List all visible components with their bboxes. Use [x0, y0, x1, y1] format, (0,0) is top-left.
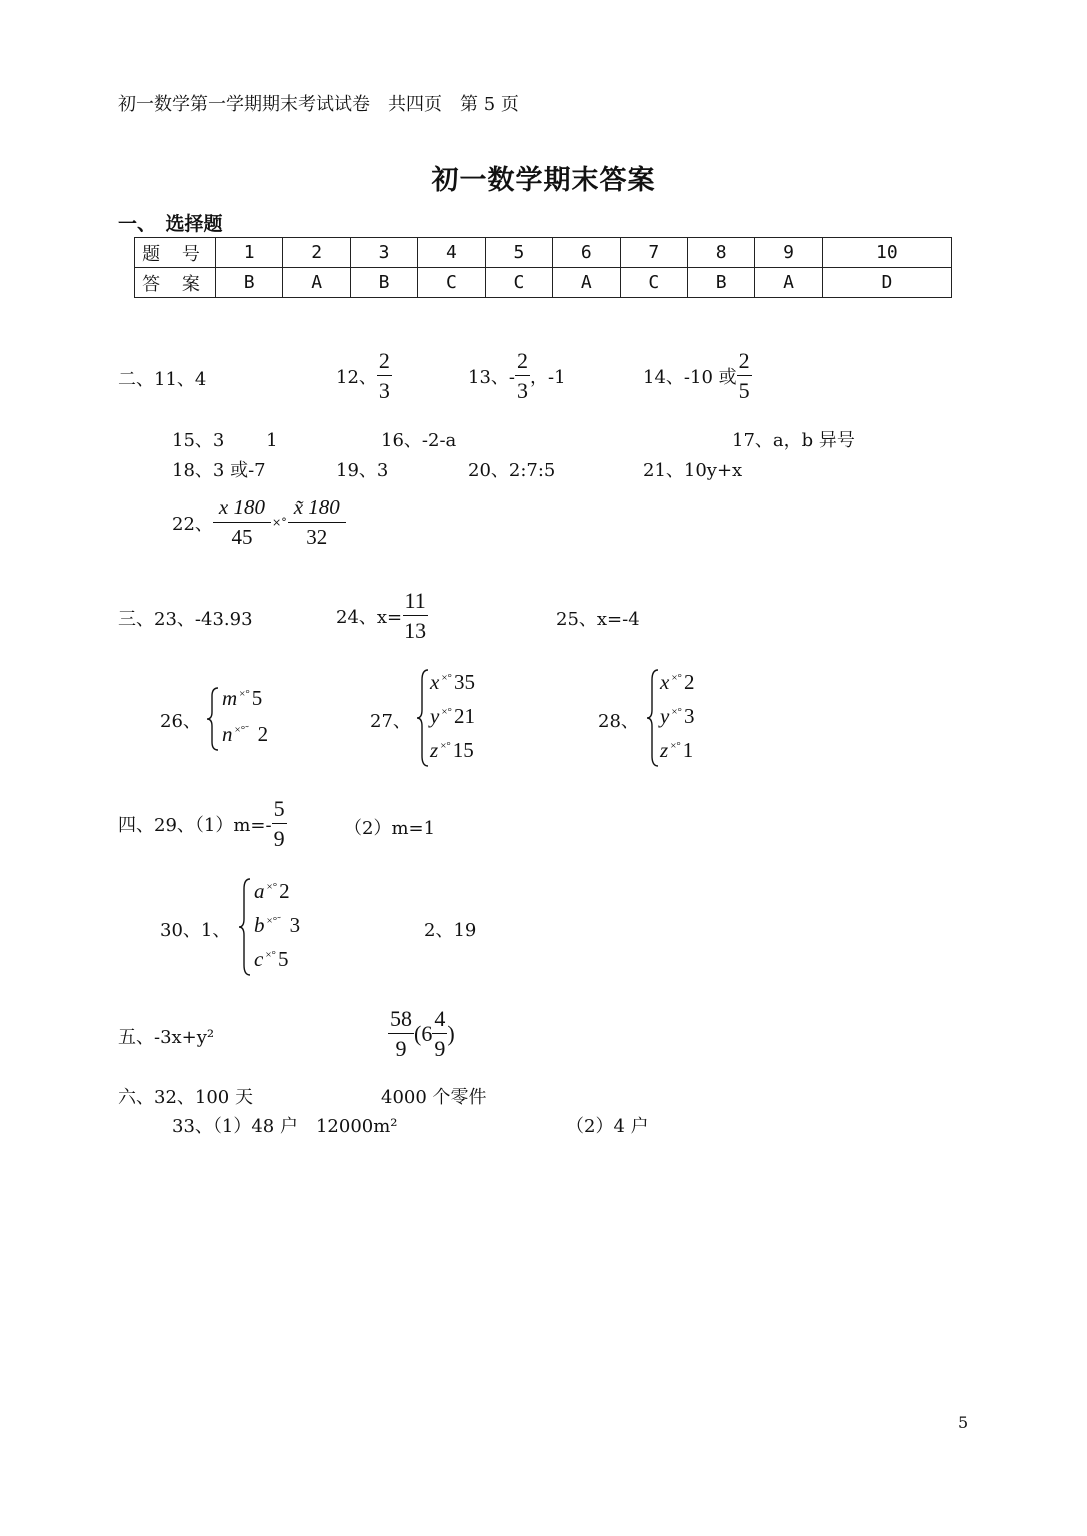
- answer-q27-prefix: 27、: [370, 711, 411, 732]
- question-number: 4: [418, 238, 485, 268]
- question-number: 6: [553, 238, 620, 268]
- answer-q24-prefix: 24、x=: [336, 607, 403, 628]
- fraction: [213, 497, 271, 548]
- answer-cell: A: [283, 268, 350, 298]
- answer-q26-prefix: 26、: [160, 711, 201, 732]
- operator-mark: ×°: [670, 740, 681, 752]
- answer-q33-part2: （2）4 户: [566, 1116, 649, 1137]
- answer-cell: C: [620, 268, 687, 298]
- left-brace: [206, 686, 220, 752]
- answer-q14-prefix: 14、-10 或: [643, 367, 737, 388]
- answer-q12: [336, 350, 392, 402]
- denominator: 9: [434, 1036, 446, 1061]
- fraction: [515, 350, 530, 402]
- question-number: 5: [485, 238, 552, 268]
- value: 35: [453, 670, 475, 694]
- answer-cell: B: [216, 268, 283, 298]
- numerator: 2: [737, 350, 752, 376]
- answer-table: [134, 237, 952, 298]
- variable: z: [430, 738, 439, 762]
- variable: y: [430, 704, 440, 728]
- answer-q20: 20、2:7:5: [468, 460, 556, 481]
- equation-row: [222, 722, 268, 747]
- fraction: [272, 798, 287, 850]
- answer-q16: 16、-2-a: [381, 430, 457, 451]
- page-title: 初一数学期末答案: [431, 165, 656, 196]
- equation-row: [660, 704, 694, 729]
- equation-row: [254, 879, 290, 904]
- value: 3: [683, 704, 695, 728]
- denominator: 32: [306, 525, 328, 549]
- question-number: 9: [755, 238, 822, 268]
- answer-q33: 33、（1）48 户 12000m²: [172, 1116, 398, 1137]
- denominator: 13: [404, 618, 427, 643]
- answer-q14: [643, 350, 752, 402]
- fraction: [402, 590, 428, 642]
- answer-q29-part2: （2）m=1: [344, 818, 436, 839]
- numerator: 5: [272, 798, 287, 824]
- operator-mark: ×°: [441, 706, 452, 718]
- denominator: 5: [738, 378, 750, 403]
- table-row-answers: [135, 268, 952, 298]
- mixed-close: ): [447, 1021, 455, 1046]
- numerator: x 180: [213, 497, 271, 523]
- operator-mark: ×°: [671, 672, 682, 684]
- answer-cell: B: [350, 268, 417, 298]
- answer-q13-suffix: ，-1: [530, 367, 566, 388]
- section1-label: 一、 选择题: [118, 213, 223, 235]
- variable: z: [660, 738, 669, 762]
- question-number: 2: [283, 238, 350, 268]
- fraction: [388, 1008, 414, 1060]
- equation-row: [254, 947, 288, 972]
- answer-q15: 15、3 1: [172, 430, 278, 451]
- variable: a: [254, 879, 265, 903]
- equation-row: [430, 738, 474, 763]
- answer-q32-parts: 4000 个零件: [381, 1087, 487, 1108]
- answer-q30-part2: 2、19: [424, 920, 477, 941]
- operator-mark: ×°: [265, 949, 276, 961]
- numerator: 2: [515, 350, 530, 376]
- answer-q17: 17、a，b 异号: [732, 430, 855, 451]
- answer-q22-prefix: 22、: [172, 513, 213, 535]
- operator-mark: ×°: [271, 516, 287, 529]
- answer-q28-prefix: 28、: [598, 711, 639, 732]
- numerator: x̃ 180: [288, 497, 346, 523]
- answer-q29-prefix: 四、29、（1）m=-: [118, 815, 272, 836]
- variable: x: [660, 670, 670, 694]
- value: 3: [279, 913, 301, 937]
- question-number: 8: [687, 238, 754, 268]
- answer-cell: D: [822, 268, 951, 298]
- variable: m: [222, 686, 238, 710]
- question-number: 1: [216, 238, 283, 268]
- variable: y: [660, 704, 670, 728]
- operator-mark: ×°: [440, 740, 451, 752]
- question-number: 7: [620, 238, 687, 268]
- page-header: 初一数学第一学期期末考试试卷 共四页 第 5 页: [118, 94, 519, 115]
- equation-row: [254, 913, 300, 938]
- equation-row: [430, 704, 475, 729]
- answer-q18: 18、3 或-7: [172, 460, 266, 481]
- left-brace: [646, 668, 660, 768]
- numerator: 58: [388, 1008, 414, 1034]
- operator-mark: ×°: [239, 688, 250, 700]
- denominator: 9: [395, 1036, 407, 1061]
- numerator: 11: [403, 590, 428, 616]
- operator-mark: ×°̃: [266, 915, 278, 927]
- variable: x: [430, 670, 440, 694]
- denominator: 45: [231, 525, 253, 549]
- value: 15: [452, 738, 474, 762]
- question-number: 3: [350, 238, 417, 268]
- row-label-questions: 题 号: [135, 238, 216, 268]
- value: 2: [247, 722, 269, 746]
- operator-mark: ×°̃: [234, 724, 246, 736]
- answer-section5: 五、-3x+y²: [118, 1027, 215, 1048]
- question-number: 10: [822, 238, 951, 268]
- answer-cell: A: [755, 268, 822, 298]
- equation-row: [660, 670, 694, 695]
- equation-row: [222, 686, 262, 711]
- value: 5: [277, 947, 289, 971]
- fraction: [432, 1008, 447, 1060]
- numerator: 2: [377, 350, 392, 376]
- answer-q19: 19、3: [336, 460, 389, 481]
- answer-q25: 25、x=-4: [556, 609, 640, 630]
- denominator: 9: [273, 826, 285, 851]
- answer-q29: [118, 798, 287, 850]
- mixed-open: (6: [414, 1021, 433, 1046]
- left-brace: [416, 668, 430, 768]
- fraction: [377, 350, 392, 402]
- answer-section5-fraction: [388, 1008, 455, 1060]
- answer-q13: [468, 350, 566, 402]
- row-label-answers: 答 案: [135, 268, 216, 298]
- variable: c: [254, 947, 264, 971]
- value: 1: [682, 738, 694, 762]
- page-number: 5: [958, 1413, 969, 1432]
- value: 21: [453, 704, 475, 728]
- fraction: [288, 497, 346, 548]
- fraction: [737, 350, 752, 402]
- answer-q13-prefix: 13、-: [468, 367, 515, 388]
- value: 2: [279, 879, 290, 903]
- answer-q30-prefix: 30、1、: [160, 920, 231, 941]
- answer-q11: 二、11、4: [118, 369, 207, 390]
- answer-cell: B: [687, 268, 754, 298]
- table-row-questions: [135, 238, 952, 268]
- answer-q22: [172, 497, 346, 548]
- answer-q21: 21、10y+x: [643, 460, 743, 481]
- answer-q23: 三、23、-43.93: [118, 609, 253, 630]
- denominator: 3: [517, 378, 528, 403]
- operator-mark: ×°: [671, 706, 682, 718]
- equation-row: [430, 670, 475, 695]
- answer-cell: A: [553, 268, 620, 298]
- equation-row: [660, 738, 693, 763]
- operator-mark: ×°: [266, 881, 278, 893]
- value: 5: [251, 686, 263, 710]
- numerator: 4: [432, 1008, 447, 1034]
- answer-q32: 六、32、100 天: [118, 1087, 253, 1108]
- operator-mark: ×°: [441, 672, 452, 684]
- answer-cell: C: [418, 268, 485, 298]
- denominator: 3: [378, 378, 390, 403]
- answer-cell: C: [485, 268, 552, 298]
- variable: n: [222, 722, 233, 746]
- answer-q24: [336, 590, 428, 642]
- answer-q12-prefix: 12、: [336, 367, 377, 388]
- left-brace: [238, 877, 252, 977]
- value: 2: [683, 670, 695, 694]
- variable: b: [254, 913, 265, 937]
